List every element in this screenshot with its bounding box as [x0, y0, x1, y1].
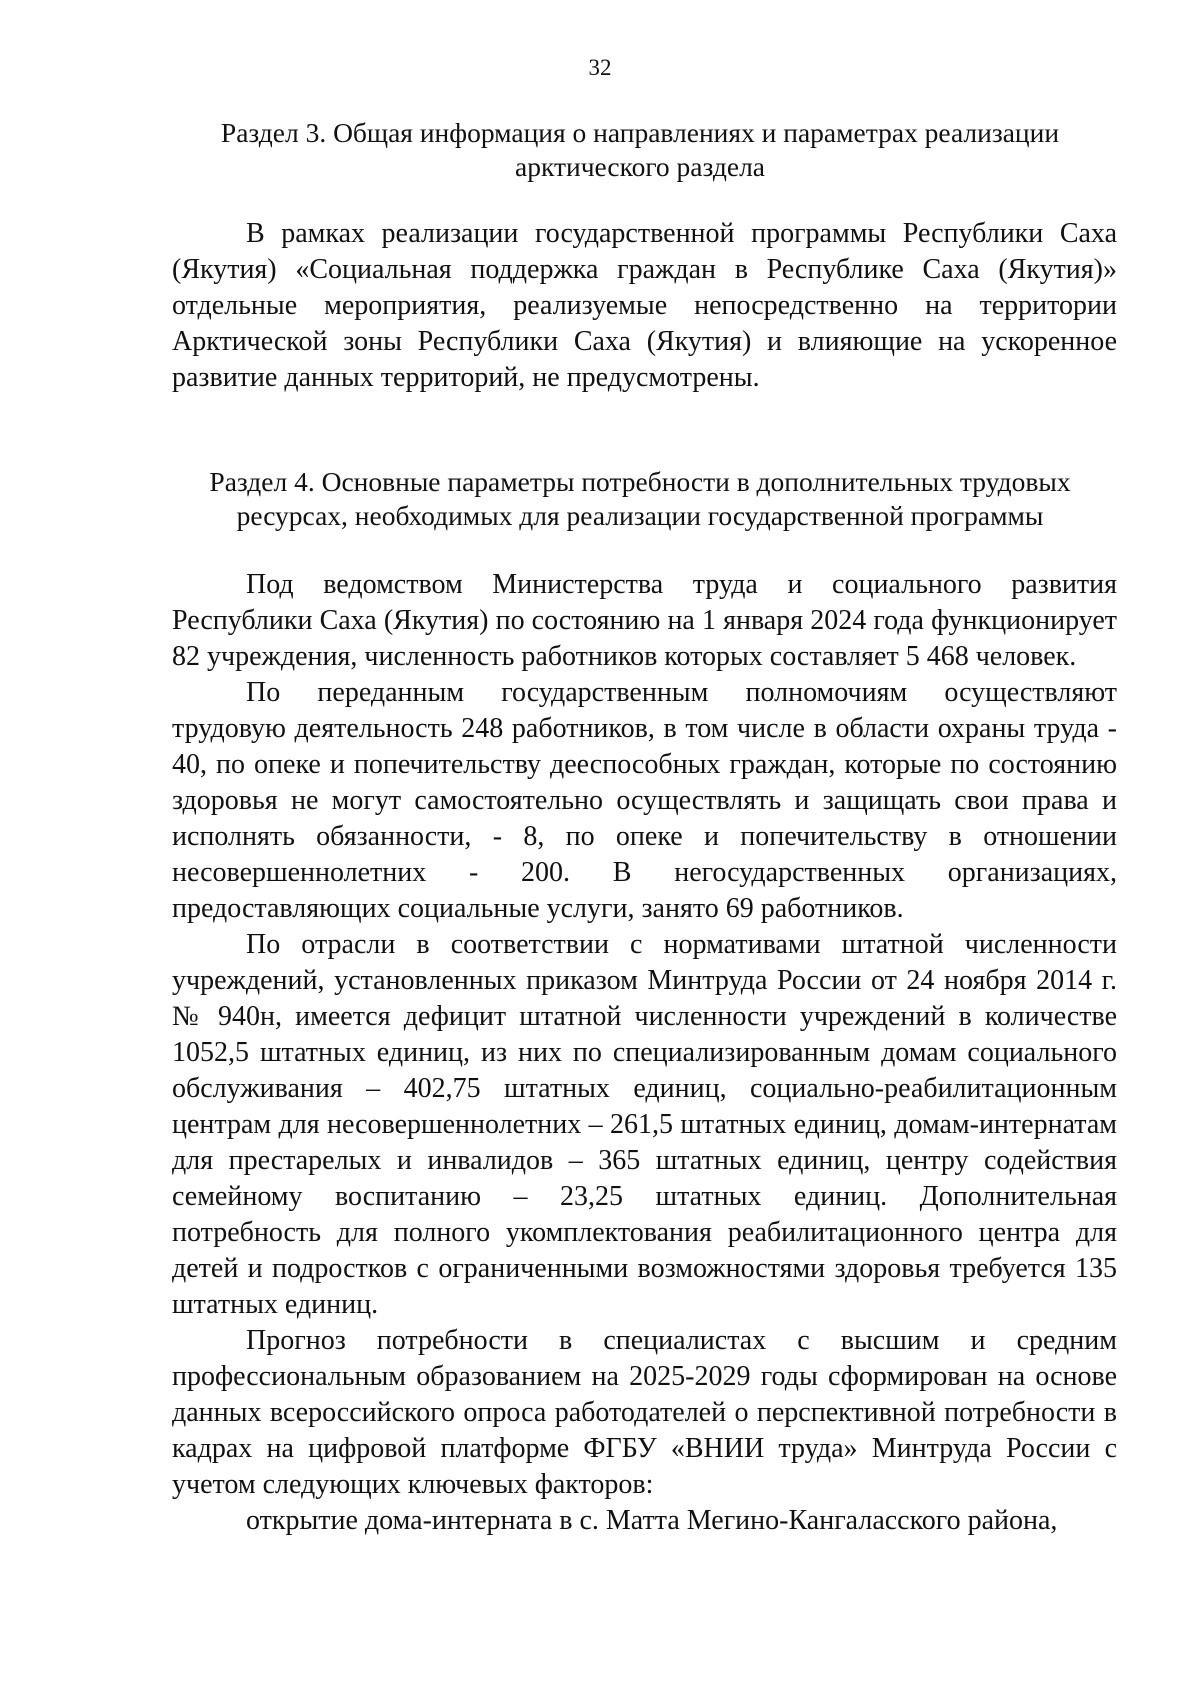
section-4-paragraph-factor-1: открытие дома-интерната в с. Матта Мегино-Кангаласского района,: [246, 1505, 1058, 1536]
section-3-heading: [185, 116, 1095, 183]
section-4-paragraph-delegated-powers: По переданным государственным полномочиям осуществляют трудовую деятельность 248 работников, в том числе в области охраны труда - 40, по опеке и попечительству дееспособных граждан, которые по состоянию здоровья не могут самостоятельно осуществлять и защищать свои права и исполнять обязанности, - 8, по опеке и попечительству в отношении несовершеннолетних - 200. В негосударственных организациях, предоставляющих социальные услуги, занято 69 работников.: [172, 677, 1117, 924]
section-4-heading-line-1: Раздел 4. Основные параметры потребности в дополнительных трудовых: [209, 466, 1071, 497]
section-4-heading-line-2: ресурсах, необходимых для реализации государственной программы: [236, 499, 1044, 531]
section-4-paragraph-forecast: Прогноз потребности в специалистах с высшим и средним профессиональным образованием на 2025-2029 годы сформирован на основе данных всероссийского опроса работодателей о перспективной потребности в кадрах на цифровой платформе ФГБУ «ВНИИ труда» Минтруда России с учетом следующих ключевых факторов:: [172, 1325, 1117, 1500]
section-4-paragraph-institutions: Под ведомством Министерства труда и социального развития Республики Саха (Якутия) по состоянию на 1 января 2024 года функционирует 82 учреждения, численность работников которых составляет 5 468 человек.: [172, 569, 1117, 672]
section-4-heading: [185, 465, 1095, 532]
section-3-heading-line-2: арктического раздела: [515, 150, 765, 182]
section-3-paragraph: В рамках реализации государственной программы Республики Саха (Якутия) «Социальная поддержка граждан в Республике Саха (Якутия)» отдельные мероприятия, реализуемые непосредственно на территории Арктической зоны Республики Саха (Якутия) и влияющие на ускоренное развитие данных территорий, не предусмотрены.: [172, 218, 1117, 393]
section-3-body: [172, 216, 1117, 396]
section-4-body: [172, 567, 1117, 1539]
page-number: 32: [588, 55, 612, 80]
section-4-paragraph-staffing-deficit: По отрасли в соответствии с нормативами штатной численности учреждений, установленных приказом Минтруда России от 24 ноября 2014 г. № 940н, имеется дефицит штатной численности учреждений в количестве 1052,5 штатных единиц, из них по специализированным домам социального обслуживания – 402,75 штатных единиц, социально-реабилитационным центрам для несовершеннолетних – 261,5 штатных единиц, домам-интернатам для престарелых и инвалидов – 365 штатных единиц, центру содействия семейному воспитанию – 23,25 штатных единиц. Дополнительная потребность для полного укомплектования реабилитационного центра для детей и подростков с ограниченными возможностями здоровья требуется 135 штатных единиц.: [172, 929, 1117, 1320]
section-3-heading-line-1: Раздел 3. Общая информация о направлениях и параметрах реализации: [220, 117, 1060, 148]
